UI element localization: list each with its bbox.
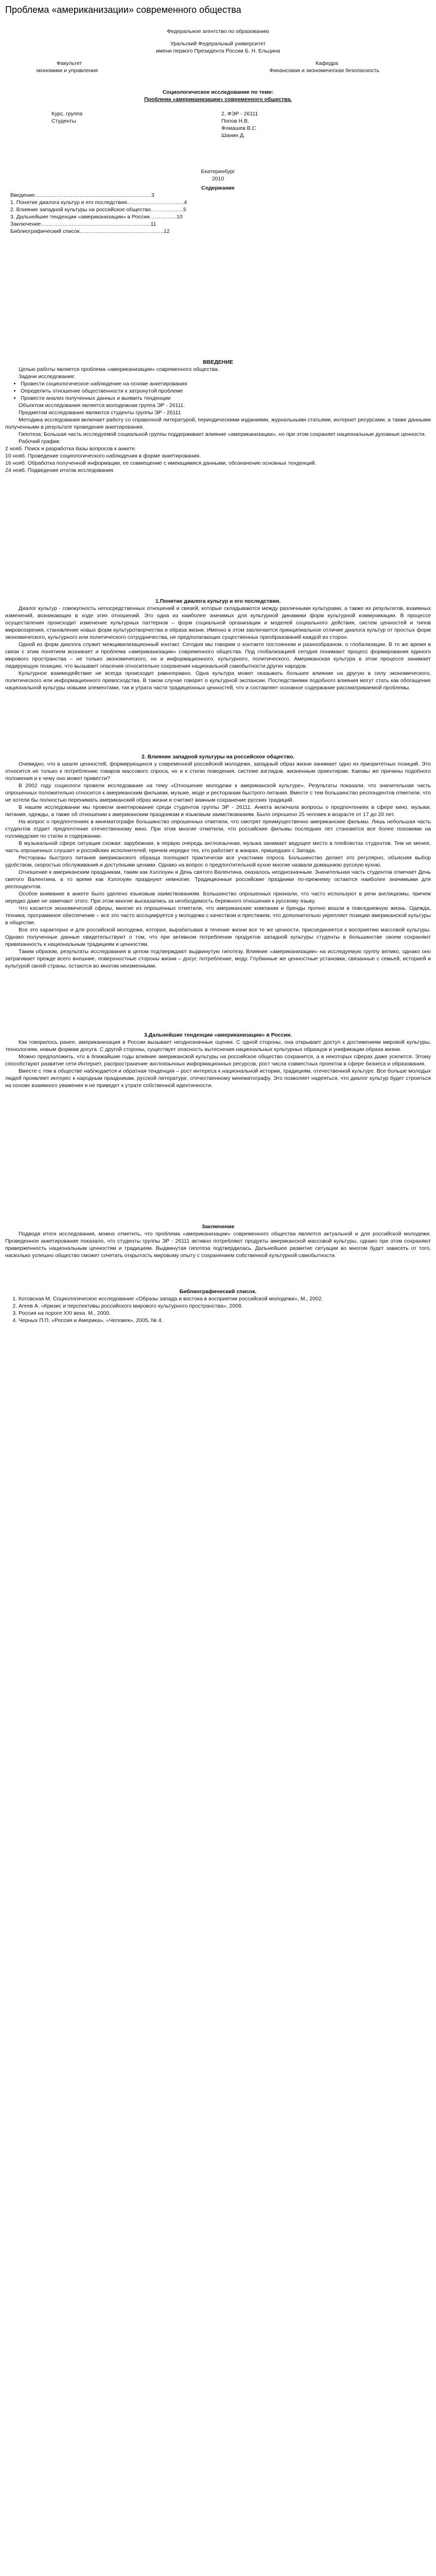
schedule-item: 2 нояб. Поиск и разработка базы вопросов к анкете. xyxy=(5,446,136,452)
course-value: 2, ФЭР - 26111 xyxy=(221,111,258,117)
student-1: Попов Н.В. xyxy=(221,118,249,124)
section-1 xyxy=(5,598,431,691)
students-row-2 xyxy=(5,125,431,132)
section-1-heading: 1.Понятие диалога культур и его последствия. xyxy=(155,598,281,604)
students-row-3 xyxy=(5,132,431,139)
paragraph: В 2002 году социологи провели исследование на тему «Отношение молодежи к американской культуре». Результаты показали, что значительная часть опрошенных положительно относится к американским фильмам, музыке, моде и ресторанам быстрого питания. Вместе с тем большинство респондентов отметили, что не хотели бы полностью перенимать американский образ жизни и считают важным сохранение русских традиций. xyxy=(5,783,431,803)
paragraph: Можно предположить, что в ближайшие годы влияние американской культуры на российское общество сохранится, а в некоторых сферах даже усилится. Этому способствуют развитие сети Интернет, распространение англоязычных информационных ресурсов, рост числа совместных проектов в сфере бизнеса и образования. xyxy=(5,1054,431,1067)
intro-hypothesis: Гипотеза: Большая часть исследуемой социальной группы поддерживает влияние «американизации», но при этом сохраняет национальные духовные ценности. xyxy=(19,431,426,437)
list-item: 4. Черных П.П. «Россия и Америка», «Человек», 2005, № 4. xyxy=(19,1317,431,1324)
toc-item: Заключение…………………………………………………….11 xyxy=(10,221,156,227)
paragraph: Рестораны быстрого питания американского образца посещают практически все участники опроса. Большинство делает это регулярно, объясняя выбор удобством, скоростью обслуживания и доступными ценами. Однако на вопрос о предпочтительной кухне многие назвали домашнюю русскую кухню. xyxy=(5,855,431,868)
intro-heading: ВВЕДЕНИЕ xyxy=(203,359,233,365)
paragraph: Культурное взаимодействие не всегда происходит равноправно. Одна культура может оказывать большее влияние на другую в силу экономического, политического или информационного превосходства. В таком случае говорят о культурной экспансии. Последствиями подобного влияния могут стать как обогащение национальной культуры новыми элементами, так и утрата части традиционных ценностей, что и составляет основное содержание рассматриваемой проблемы. xyxy=(5,670,431,691)
students-label: Студенты xyxy=(51,118,76,124)
list-item: 1. Котовская М. Социологическое исследование «Образы запада и востока в восприятии российской молодежи», М., 2002. xyxy=(19,1295,431,1302)
toc-item: 2. Влияние западной культуры на российское общество………………5 xyxy=(10,207,186,213)
paragraph: Отношение к американским праздникам, таким как Хэллоуин и День святого Валентина, оказалось неоднозначным. Значительная часть студентов отмечает День святого Валентина, в то время как Хэллоуин празднуют немногие. Традиционные российские праздники по-прежнему остаются наиболее значимыми для респондентов. xyxy=(5,869,431,890)
paragraph: В музыкальной сфере ситуация схожая: зарубежная, в первую очередь англоязычная, музыка занимает ведущее место в плейлистах студентов. Тем не менее, часть опрошенных слушает и российских исполнителей, причем нередко тех, кто работает в жанрах, пришедших с Запада. xyxy=(5,840,431,854)
course-label: Курс, группа xyxy=(51,111,83,117)
schedule-item: 24 нояб. Подведение итогов исследования. xyxy=(5,467,115,473)
list-item: 2. Агеев А. «Кризис и перспективы российского мирового культурного пространства», 2008. xyxy=(19,1302,431,1310)
list-item: 3. Россия на пороге XXI века. М., 2000. xyxy=(19,1310,431,1317)
department-value: Финансовая и экономическая безопасность xyxy=(269,67,379,74)
intro-tasks-label: Задачи исследования: xyxy=(19,374,75,380)
faculty-label: Факультет xyxy=(57,60,82,66)
university-line-1: Уральский Федеральный университет xyxy=(170,41,266,47)
toc-list xyxy=(10,192,431,235)
list-item: • Провести анализ полученных данных и выявить тенденции xyxy=(21,395,431,402)
faculty-department-values xyxy=(5,67,431,74)
title-page xyxy=(5,28,431,182)
conclusion-section xyxy=(5,1223,431,1259)
toc-item: Библиографический список………………………………………..12 xyxy=(10,228,170,234)
paragraph: Одной из форм диалога служит межцивилизационный контакт. Сегодня мы говорим о контакте постоянном и разнообразном, о глобализации. В то же время в связи с этим понятием возникает и проблема «американизации» современного общества. Под глобализацией сегодня понимают процесс формирования единого мирового пространства – не только экономического, но и информационного, культурного, политического. Американская культура в этом процессе занимает лидирующую позицию, что вызывает опасения относительно сохранения национальной самобытности других народов. xyxy=(5,641,431,669)
paragraph: На вопрос о предпочтениях в кинематографе большинство опрошенных ответили, что смотрят преимущественно американские фильмы. Лишь небольшая часть студентов отдает предпочтение отечественному кино. При этом многие отметили, что российские фильмы последних лет становятся все более похожими на голливудские по стилю и содержанию. xyxy=(5,819,431,839)
toc-item: Введение………………………………………………………..3 xyxy=(10,192,154,198)
intro-method: Методика исследования включает работу со справочной литературой, периодическими изданиями, журнальными статьями, интернет ресурсами, а также данными полученными в результате проведения анкетирования. xyxy=(5,417,431,430)
section-2 xyxy=(5,753,431,970)
bibliography-section xyxy=(5,1288,431,1324)
section-3 xyxy=(5,1031,431,1089)
faculty-value: экономики и управления xyxy=(36,67,98,74)
paragraph: Диалог культур - совокупность непосредственных отношений и связей, которые складываются между различными культурами, а также их результатов, взаимных изменений, возникающих в ходе этих отношений. Это одна из наиболее значимых для культурной динамики форм культурной коммуникации. В процессе осуществления происходит изменение культурных паттернов – форм социальной организации и моделей социального действия, систем ценностей и типов мировоззрения, становление новых форм культуротворчества и образа жизни. Именно в этом заключается принципиальное отличие диалога культур от простых форм экономического, культурного или политического сотрудничества, не предполагающих существенных преобразований каждой из сторон. xyxy=(5,605,431,640)
paragraph: Вместе с тем в обществе наблюдается и обратная тенденция – рост интереса к национальной истории, традициям, отечественной культуре. Все больше молодых людей проявляет интерес к народным праздникам, русской литературе, отечественному кинематографу. Это позволяет надеяться, что диалог культур будет строиться на основе взаимного уважения и не приведет к утрате собственной идентичности. xyxy=(5,1068,431,1089)
toc-item: 3. Дальнейшие тенденции «американизации» в России……………10 xyxy=(10,214,183,220)
intro-task-list xyxy=(5,380,431,402)
bibliography-heading: Библиографический список. xyxy=(179,1289,257,1295)
document-title: Проблема «американизации» современного общества xyxy=(5,5,241,15)
schedule-item: 16 нояб. Обработка полученной информации, ее совмещение с имеющимися данными, обозначение основных тенденций. xyxy=(5,460,317,466)
students-row xyxy=(5,117,431,125)
toc-item: 1. Понятие диалога культур и его последствия…………………………..4 xyxy=(10,199,187,206)
paragraph: Подводя итоги исследования, можно отметить, что проблема «американизации» современного общества является актуальной и для российской молодежи. Проведенное анкетирование показало, что студенты группы ЭР - 26111 активно потребляют продукты американской массовой культуры, однако при этом сохраняют приверженность национальным ценностям и традициям. Выдвинутая гипотеза подтвердилась. Дальнейшее развитие ситуации во многом будет зависеть от того, насколько успешно общество сможет сочетать открытость мировому опыту с сохранением собственной культурной самобытности. xyxy=(5,1231,431,1259)
university-line-2: имени первого Президента России Б. Н. Ельцина xyxy=(155,48,281,54)
section-2-heading: 2. Влияние западной культуры на российское общество. xyxy=(141,754,295,760)
agency-line: Федеральное агентство по образованию xyxy=(167,28,269,35)
list-item: • Определить отношение общественности к затронутой проблеме xyxy=(21,387,431,395)
intro-subject: Предметом исследования являются студенты группы ЭР - 26111 xyxy=(19,410,181,416)
intro-goal: Целью работы является проблема «американизации» современного общества. xyxy=(19,366,219,372)
faculty-department-labels xyxy=(5,60,431,67)
schedule-item: 10 нояб. Проведение социологического наблюдения в форме анкетирования. xyxy=(5,453,201,459)
intro-schedule-label: Рабочий график: xyxy=(19,438,61,445)
toc-heading: Содержание xyxy=(201,185,235,191)
course-row xyxy=(5,110,431,117)
bibliography-list xyxy=(5,1295,431,1324)
paragraph: Все это характерно и для российской молодежи, которая, вырабатывая в течение жизни все те же ценности, присоединяется к восприятию массовой культуры. Однако полученные данные свидетельствуют о том, что при активном потреблении продуктов западной культуры студенты в большинстве своем сохраняют привязанность к национальным традициям и ценностям. xyxy=(5,927,431,947)
student-3: Шанин Д. xyxy=(221,132,245,139)
city: Екатеринбург xyxy=(201,168,235,175)
section-3-heading: 3.Дальнейшие тенденции «американизации» в России. xyxy=(144,1032,292,1038)
department-label: Кафедра xyxy=(315,60,338,66)
paragraph: Как говорилось ранее, американизация в России вызывает неоднозначные оценки. С одной стороны, она открывает доступ к достижениям мировой культуры, технологиям, новым формам досуга. С другой стороны, существует опасность вытеснения национальных культурных образцов и унификации образа жизни. xyxy=(5,1039,431,1053)
year: 2010 xyxy=(212,176,224,182)
paragraph: В нашем исследовании мы провели анкетирование среди студентов группы ЭР - 26111. Анкета включала вопросы о предпочтениях в сфере кино, музыки, питания, одежды, а также об отношении к американским праздникам и языковым заимствованиям. Было опрошено 25 человек в возрасте от 17 до 20 лет. xyxy=(5,804,431,818)
student-2: Фомашев В.С xyxy=(221,125,256,131)
list-item: • Провести социологическое наблюдение на основе анкетирования xyxy=(21,380,431,387)
introduction-section xyxy=(5,359,431,474)
paragraph: Таким образом, результаты исследования в целом подтверждают выдвинутую гипотезу. Влияние «американизации» на исследуемую группу велико, однако оно затрагивает прежде всего внешние, поверхностные стороны жизни – досуг, потребление, моду. Глубинные же ценностные установки, связанные с семьей, историей и культурой своей страны, остаются во многом неизменными. xyxy=(5,948,431,969)
work-type: Социологическое исследование по теме: xyxy=(162,89,274,95)
intro-object: Объектом исследования является молодежная группа ЭР - 26111. xyxy=(19,402,185,409)
paragraph: Особое внимание в анкете было уделено языковым заимствованиям. Большинство опрошенных признали, что часто используют в речи англицизмы, причем нередко даже не замечают этого. При этом многие высказались за необходимость бережного отношения к русскому языку. xyxy=(5,891,431,904)
conclusion-heading: Заключение xyxy=(201,1224,235,1230)
table-of-contents xyxy=(5,184,431,235)
paragraph: Очевидно, что в шкале ценностей, формирующихся у современной российской молодежи, западный образ жизни занимает одно из приоритетных позиций. Это относится не только к потреблению товаров массового спроса, но и к стилю поведения, системе взглядов, жизненным ориентирам. Каковы же причины подобного положения и к чему оно может привести? xyxy=(5,761,431,782)
paragraph: Что касается экономической сферы, многие из опрошенных отметили, что американские компании и бренды прочно вошли в повседневную жизнь. Одежда, техника, программное обеспечение – все это часто ассоциируется у молодежи с качеством и престижем, что дополнительно укрепляет позиции американской культуры в обществе. xyxy=(5,905,431,926)
work-topic: Проблема «американизации» современного общества. xyxy=(144,96,292,103)
